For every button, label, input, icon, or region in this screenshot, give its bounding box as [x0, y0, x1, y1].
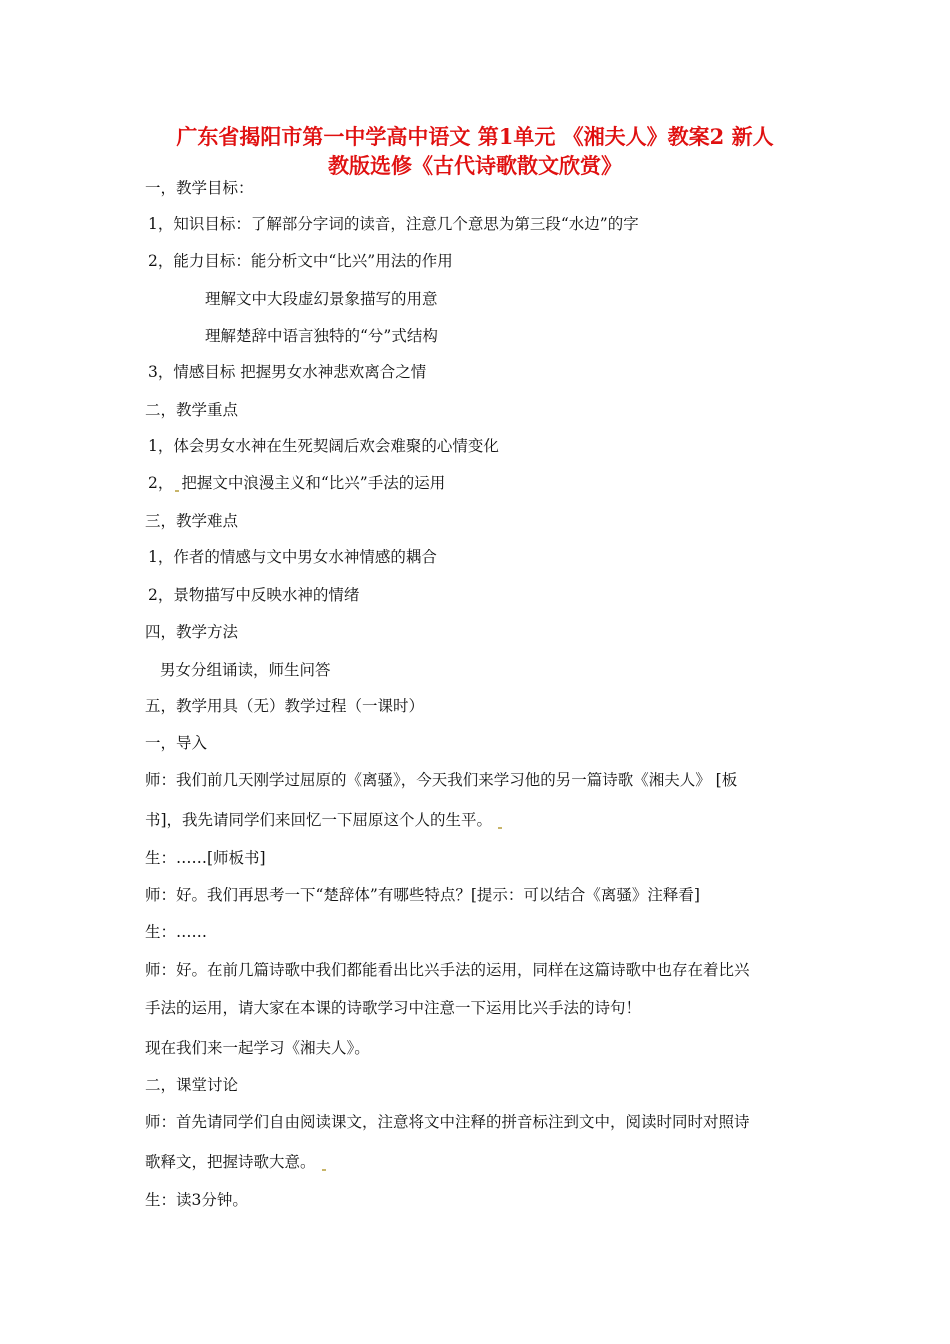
- heading-methods: 四，教学方法: [145, 623, 239, 641]
- heading-key-points: 二，教学重点: [145, 401, 239, 419]
- dialogue-teacher-4: 师：首先请同学们自由阅读课文，注意将文中注释的拼音标注到文中，阅读时同时对照诗: [145, 1113, 750, 1131]
- key-point-1: 1，体会男女水神在生死契阔后欢会难聚的心情变化: [148, 437, 499, 455]
- dialogue-teacher-3: 师：好。在前几篇诗歌中我们都能看出比兴手法的运用，同样在这篇诗歌中也存在着比兴: [145, 961, 750, 979]
- heading-difficulties: 三，教学难点: [145, 512, 239, 530]
- dialogue-teacher-3-end: 现在我们来一起学习《湘夫人》。: [145, 1039, 370, 1057]
- mark-icon: [175, 490, 179, 492]
- difficulty-1: 1，作者的情感与文中男女水神情感的耦合: [148, 548, 437, 566]
- dialogue-teacher-2: 师：好。我们再思考一下“楚辞体”有哪些特点？[提示：可以结合《离骚》注释看]: [145, 886, 700, 904]
- dialogue-teacher-3-cont: 手法的运用，请大家在本课的诗歌学习中注意一下运用比兴手法的诗句！: [145, 999, 642, 1017]
- heading-discussion: 二，课堂讨论: [145, 1076, 239, 1094]
- goal-ability: 2，能力目标：能分析文中“比兴”用法的作用: [148, 252, 453, 270]
- goal-ability-sub-1: 理解文中大段虚幻景象描写的用意: [205, 290, 438, 308]
- mark-icon: [498, 827, 502, 829]
- heading-tools-process: 五，教学用具（无）教学过程（一课时）: [145, 697, 425, 715]
- dialogue-teacher-1: 师：我们前几天刚学过屈原的《离骚》，今天我们来学习他的另一篇诗歌《湘夫人》 [板: [145, 771, 738, 789]
- dialogue-student-3: 生：读3分钟。: [145, 1191, 248, 1209]
- goal-knowledge: 1，知识目标：了解部分字词的读音，注意几个意思为第三段“水边”的字: [148, 215, 639, 233]
- goal-emotion: 3，情感目标 把握男女水神悲欢离合之情: [148, 363, 427, 381]
- key-point-2: 2， 把握文中浪漫主义和“比兴”手法的运用: [148, 474, 446, 492]
- dialogue-teacher-4-cont: 歌释文，把握诗歌大意。: [145, 1152, 326, 1172]
- dialogue-student-1: 生：……[师板书]: [145, 849, 266, 867]
- goal-ability-sub-2: 理解楚辞中语言独特的“兮”式结构: [205, 327, 438, 345]
- title-line-2: 教版选修《古代诗歌散文欣赏》: [328, 153, 622, 178]
- difficulty-2: 2，景物描写中反映水神的情绪: [148, 586, 360, 604]
- dialogue-student-2: 生：……: [145, 923, 208, 941]
- heading-intro: 一，导入: [145, 734, 208, 752]
- document-title: [100, 122, 850, 180]
- dialogue-teacher-1-cont: 书]，我先请同学们来回忆一下屈原这个人的生平。: [145, 810, 502, 830]
- heading-teaching-goals: 一，教学目标：: [145, 179, 254, 197]
- methods-text: 男女分组诵读，师生问答: [160, 661, 331, 679]
- title-line-1: 广东省揭阳市第一中学高中语文 第1单元 《湘夫人》教案2 新人: [176, 124, 774, 149]
- mark-icon: [322, 1169, 326, 1171]
